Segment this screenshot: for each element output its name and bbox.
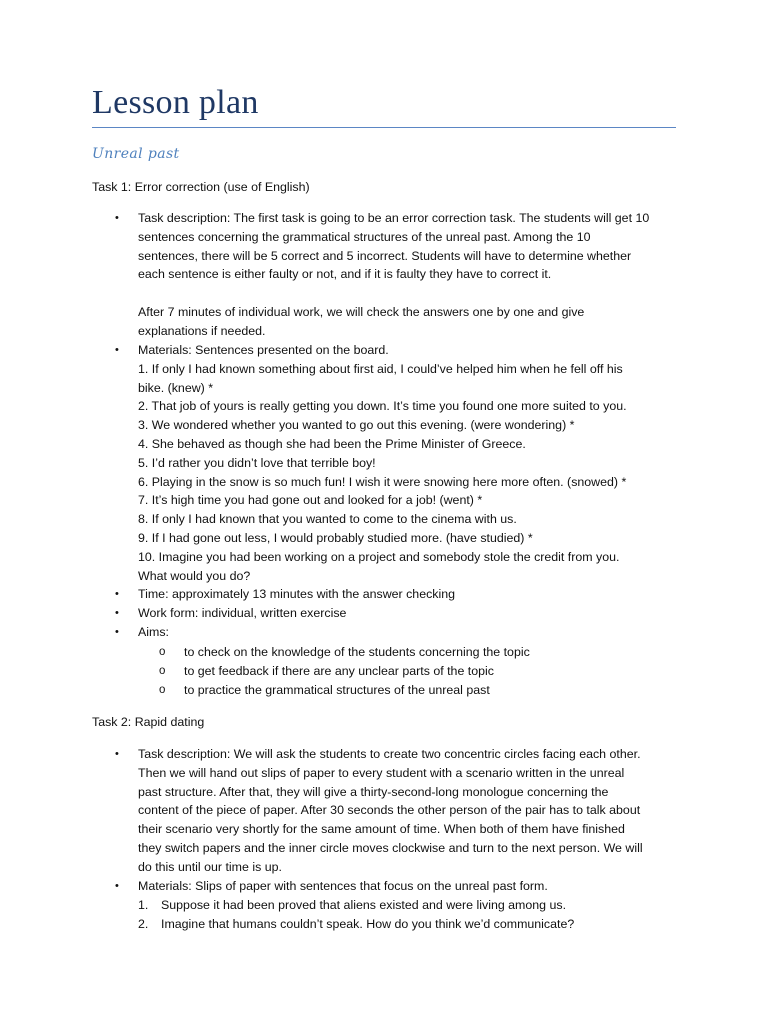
sentence-line: 2. That job of yours is really getting you down. It’s time you found one more suited to you. (138, 399, 627, 414)
aims-list (159, 643, 530, 699)
aim-text: to check on the knowledge of the students concerning the topic (184, 645, 530, 659)
page-title: Lesson plan (92, 84, 259, 121)
sentence-line: What would you do? (138, 568, 251, 583)
sub-bullet-marker: o (159, 646, 166, 658)
sub-bullet-marker: o (159, 683, 166, 696)
task2-description (115, 745, 686, 877)
example-text: Suppose it had been proved that aliens existed and were living among us. (161, 898, 567, 912)
text-line: Task description: The first task is going to be an error correction task. The students will get 10 (138, 211, 650, 225)
task2-heading: Task 2: Rapid dating (92, 715, 205, 729)
task2-materials (115, 877, 686, 896)
text-line: sentences, there will be 5 correct and 5 incorrect. Students will have to determine whether (138, 248, 632, 263)
bullet-marker: • (115, 212, 119, 224)
aims-label: Aims: (138, 625, 169, 639)
aim-text: to practice the grammatical structures of the unreal past (184, 682, 490, 697)
sub-bullet-marker: o (159, 664, 166, 677)
text-line: each sentence is either faulty or not, and if it is faulty they have to correct it. (138, 267, 552, 282)
text-line: do this until our time is up. (138, 859, 282, 874)
bullet-marker: • (115, 344, 119, 356)
aim-item (159, 681, 530, 700)
bullet-marker: • (115, 748, 119, 760)
text-line: After 7 minutes of individual work, we will check the answers one by one and give (138, 304, 585, 319)
aim-text: to get feedback if there are any unclear parts of the topic (184, 663, 494, 678)
subtitle: Unreal past (92, 146, 180, 162)
task1-aims (115, 623, 686, 642)
bullet-marker: • (115, 880, 119, 892)
sentence-line: 4. She behaved as though she had been the Prime Minister of Greece. (138, 436, 526, 451)
task1-description (115, 209, 686, 341)
sentence-line: 7. It’s high time you had gone out and looked for a job! (went) * (138, 493, 483, 508)
text-line: content of the piece of paper. After 30 seconds the other person of the pair has to talk about (138, 803, 641, 818)
text-line: sentences concerning the grammatical structures of the unreal past. Among the 10 (138, 229, 591, 244)
sentence-line: 10. Imagine you had been working on a project and somebody stole the credit from you. (138, 549, 620, 564)
bullet-marker: • (115, 607, 119, 620)
example-number: 2. (138, 916, 149, 931)
task1-materials (115, 341, 686, 585)
text-line: Time: approximately 13 minutes with the answer checking (138, 587, 456, 602)
example-item (138, 915, 574, 934)
text-line: their scenario very shortly for the same amount of time. When both of them have finished (138, 822, 625, 837)
bullet-marker: • (115, 626, 119, 638)
task1-work-form (115, 604, 686, 623)
example-number: 1. (138, 898, 149, 912)
text-line: past structure. After that, they will give a thirty-second-long monologue concerning the (138, 784, 609, 799)
title-underline (92, 127, 676, 128)
sentence-line: 8. If only I had known that you wanted to come to the cinema with us. (138, 512, 517, 527)
sentence-line: 3. We wondered whether you wanted to go out this evening. (were wondering) * (138, 418, 575, 433)
task1-heading: Task 1: Error correction (use of English) (92, 180, 310, 194)
task1-time (115, 585, 686, 604)
sentence-line: bike. (knew) * (138, 380, 214, 395)
text-line: Task description: We will ask the students to create two concentric circles facing each other. (138, 747, 641, 761)
task2-examples (138, 896, 574, 934)
sentence-line: 6. Playing in the snow is so much fun! I wish it were snowing here more often. (snowed) * (138, 474, 627, 489)
aim-item (159, 643, 530, 662)
text-line: they switch papers and the inner circle moves clockwise and turn to the next person. We will (138, 840, 643, 855)
bullet-marker: • (115, 588, 119, 601)
text-line: Materials: Slips of paper with sentences that focus on the unreal past form. (138, 879, 548, 893)
sentence-line: 5. I’d rather you didn’t love that terrible boy! (138, 455, 376, 470)
sentence-line: 1. If only I had known something about first aid, I could’ve helped him when he fell off his (138, 361, 623, 376)
aim-item (159, 662, 530, 681)
text-line: Then we will hand out slips of paper to every student with a scenario written in the unreal (138, 765, 625, 780)
example-text: Imagine that humans couldn’t speak. How do you think we’d communicate? (161, 916, 575, 931)
sentence-line: 9. If I had gone out less, I would probably studied more. (have studied) * (138, 530, 533, 545)
text-line: Materials: Sentences presented on the board. (138, 343, 389, 357)
text-line: explanations if needed. (138, 323, 266, 338)
example-item (138, 896, 574, 915)
text-line: Work form: individual, written exercise (138, 606, 347, 621)
